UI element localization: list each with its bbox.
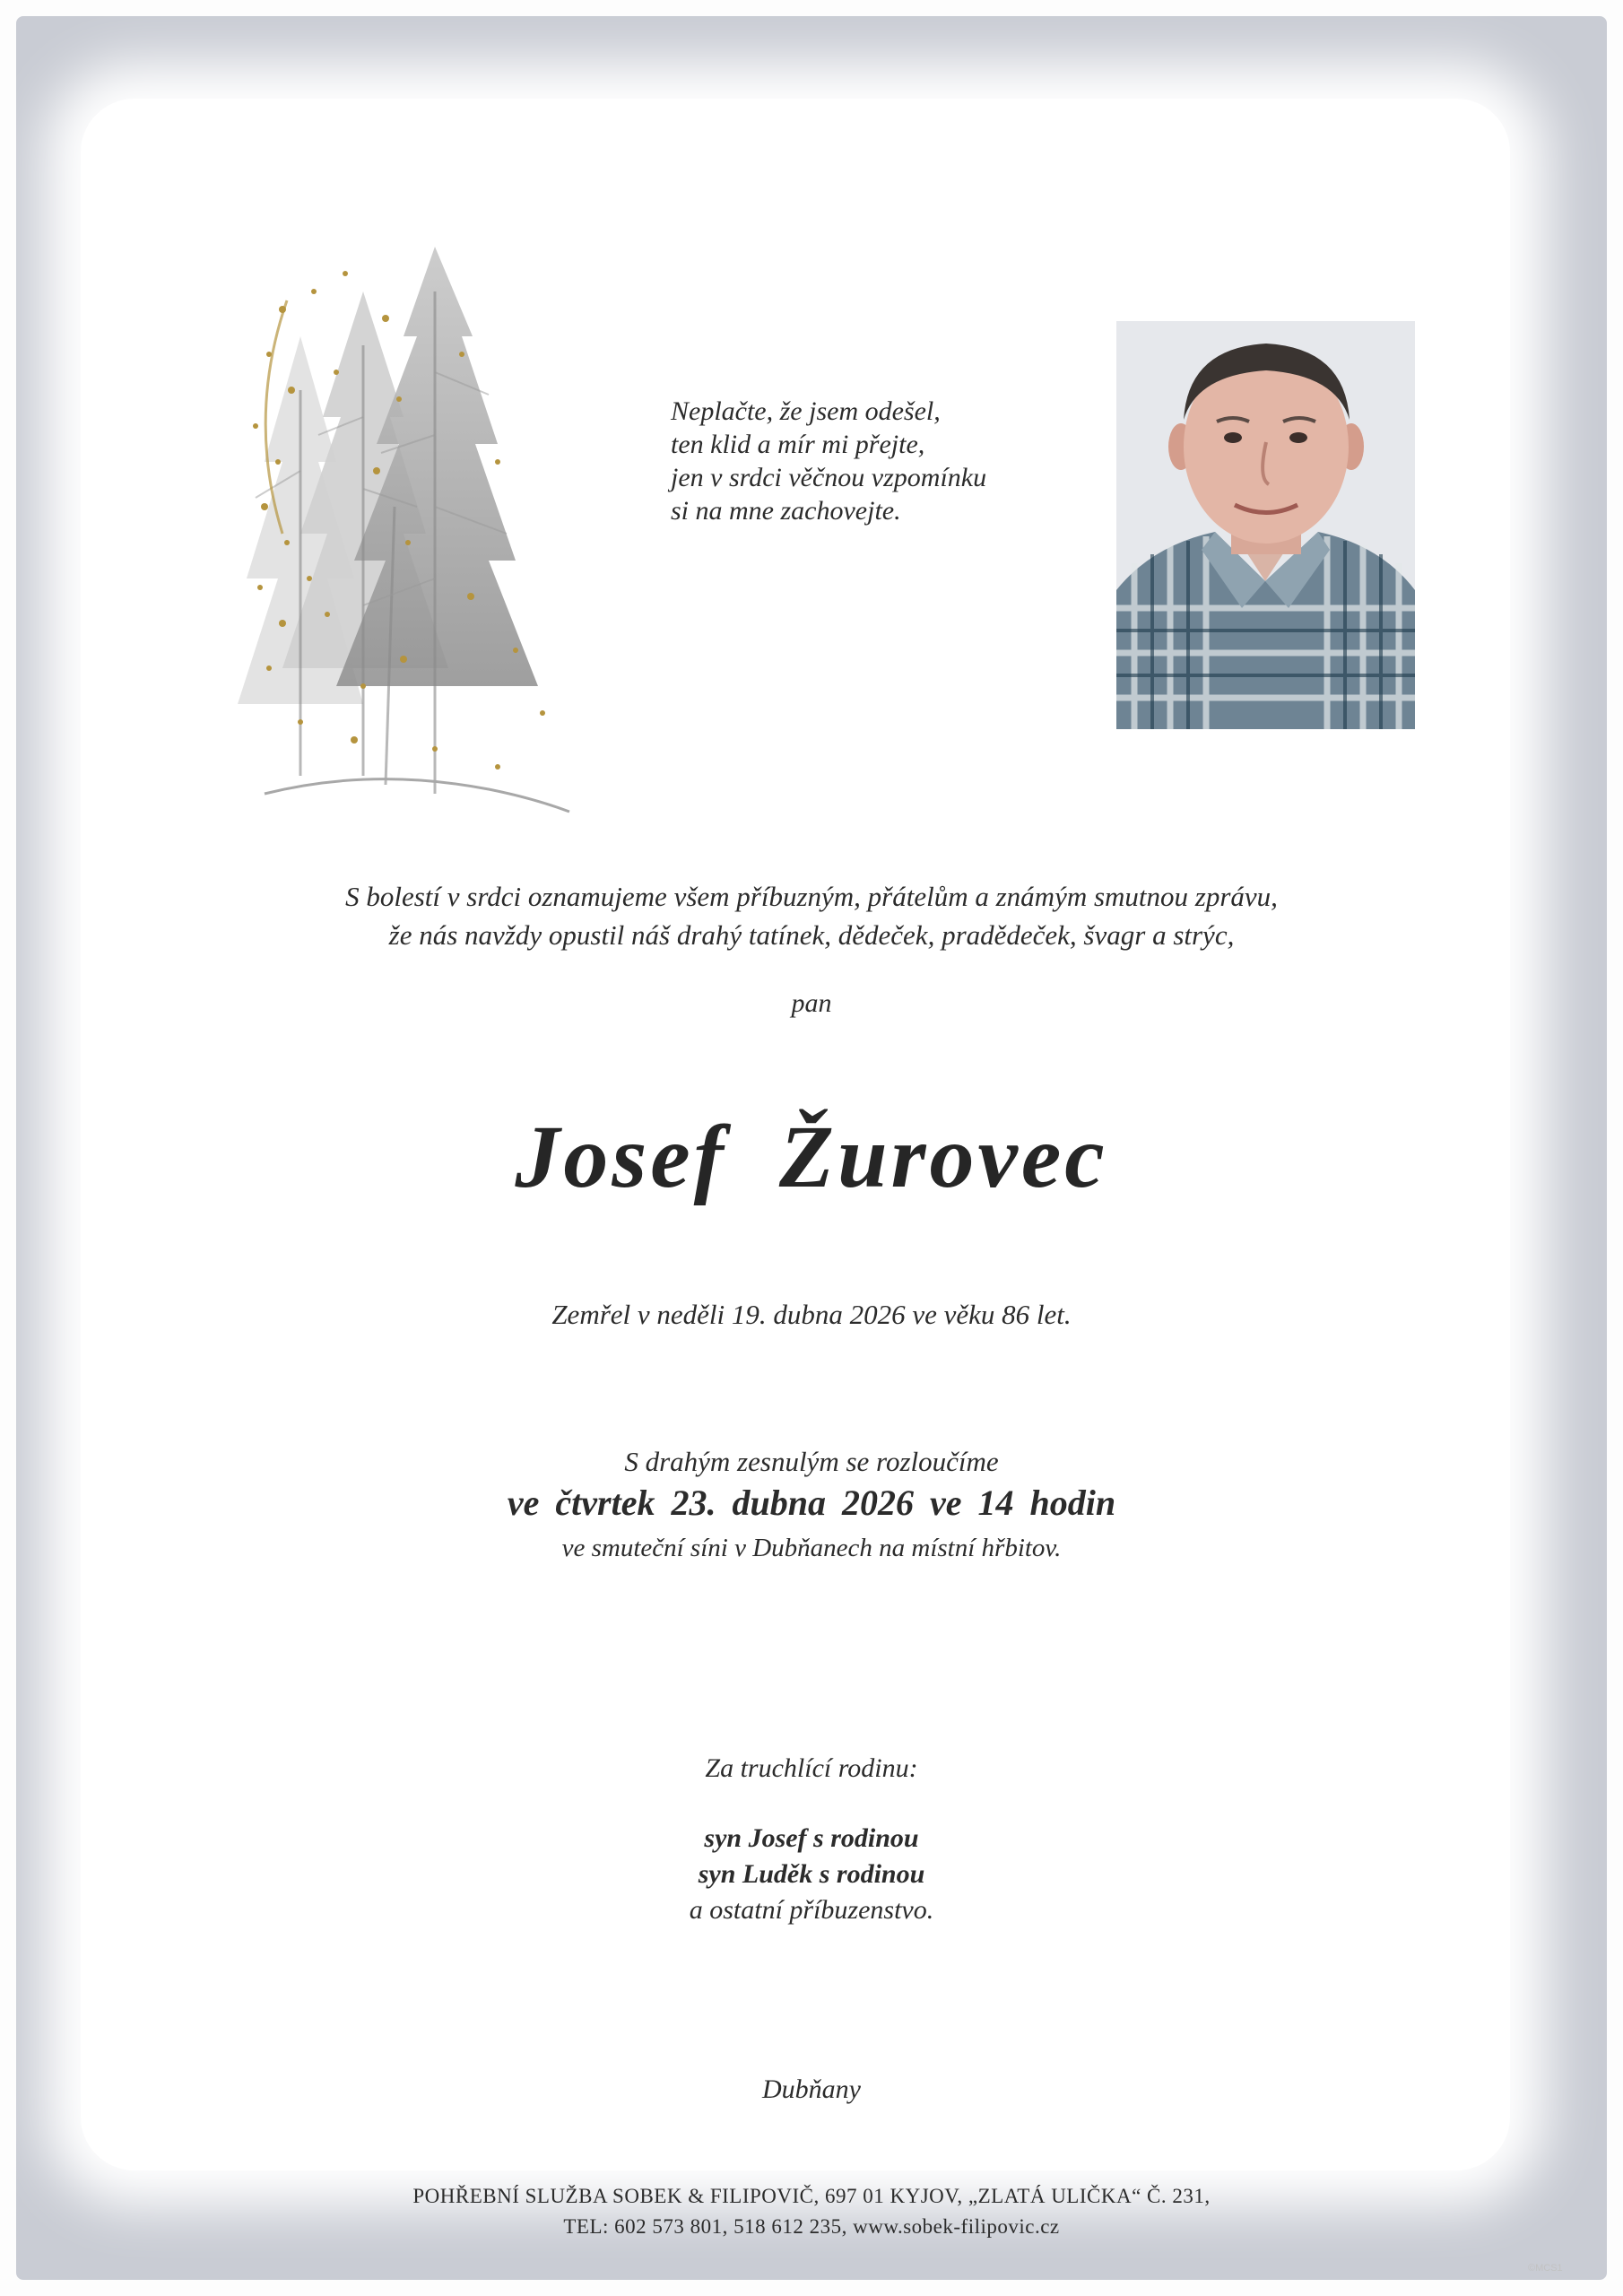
funeral-service-footer (0, 2181, 1623, 2242)
farewell-location: ve smuteční síni v Dubňanech na místní hřbitov. (561, 1534, 1062, 1562)
announcement-text (0, 877, 1623, 954)
salutation: pan (791, 988, 832, 1018)
family-list (0, 1821, 1623, 1928)
family-member: syn Josef s rodinou (704, 1823, 919, 1853)
place: Dubňany (762, 2074, 861, 2104)
death-note: Zemřel v neděli 19. dubna 2026 ve věku 86 let. (551, 1299, 1072, 1330)
poem-line: Neplačte, že jsem odešel, (671, 396, 941, 426)
announcement-line: že nás navždy opustil náš drahý tatínek, dědeček, pradědeček, švagr a strýc, (388, 919, 1235, 951)
trees-illustration (229, 238, 623, 848)
poem-line: jen v srdci věčnou vzpomínku (671, 463, 987, 492)
portrait-photo (1116, 321, 1415, 729)
footer-address: POHŘEBNÍ SLUŽBA SOBEK & FILIPOVIČ, 697 01 KYJOV, „ZLATÁ ULIČKA“ Č. 231, (412, 2185, 1211, 2207)
family-others: a ostatní příbuzenstvo. (689, 1895, 934, 1925)
announcement-line: S bolestí v srdci oznamujeme všem příbuzným, přátelům a známým smutnou zprávu, (345, 881, 1278, 912)
farewell-intro: S drahým zesnulým se rozloučíme (624, 1446, 999, 1477)
deceased-name: Josef Žurovec (515, 1107, 1108, 1206)
family-heading: Za truchlící rodinu: (705, 1753, 918, 1783)
farewell-date: ve čtvrtek 23. dubna 2026 ve 14 hodin (507, 1483, 1116, 1523)
poem-line: si na mne zachovejte. (671, 496, 901, 526)
watermark: ©MCS1 (1528, 2263, 1563, 2274)
poem (671, 395, 1173, 527)
footer-contact: TEL: 602 573 801, 518 612 235, www.sobek-filipovic.cz (563, 2215, 1060, 2238)
family-member: syn Luděk s rodinou (698, 1859, 925, 1889)
poem-line: ten klid a mír mi přejte, (671, 430, 925, 459)
